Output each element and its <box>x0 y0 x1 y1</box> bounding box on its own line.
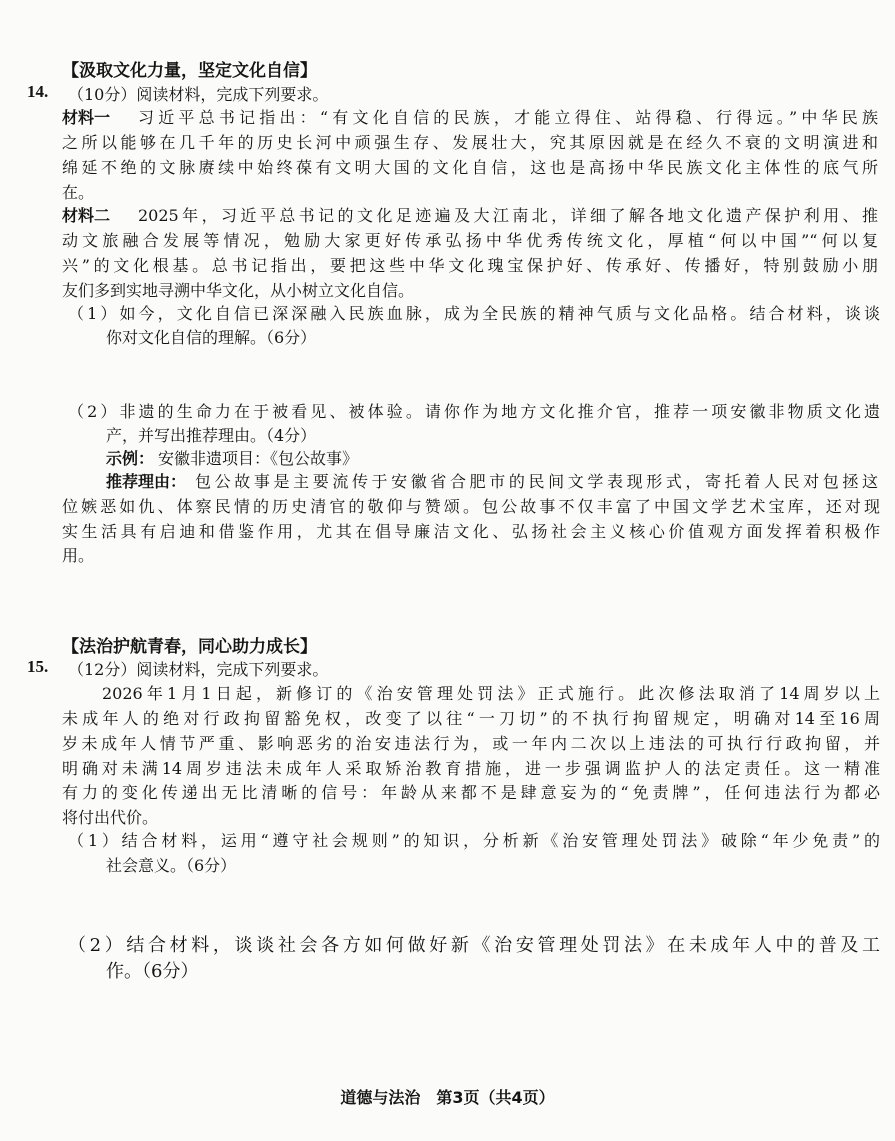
material-2-label: 材料二 <box>62 206 111 225</box>
example-text: 安徽非遗项目：《包公故事》 <box>158 449 359 468</box>
material-1-line: 习近平总书记指出：“有文化自信的民族，才能立得住、站得稳、行得远。”中华民族 <box>138 108 878 127</box>
q14-sub1-line: 你对文化自信的理解。（6分） <box>106 328 317 347</box>
q15-material-line: 有力的变化传递出无比清晰的信号：年龄从来都不是肆意妄为的“免责牌”，任何违法行为都必 <box>62 783 880 802</box>
question-number-15: 15. <box>27 657 49 676</box>
q15-sub1: （1）结合材料，运用“遵守社会规则”的知识，分析新《治安管理处罚法》破除“年少免责”的 <box>68 831 880 850</box>
question-number-14: 14. <box>27 82 49 101</box>
q15-material-line: 岁未成年人情节严重、影响恶劣的治安违法行为，或一年内二次以上违法的可执行行政拘留，并 <box>62 734 880 753</box>
material-1-line: 绵延不绝的文脉赓续中始终葆有文明大国的文化自信，这也是高扬中华民族文化主体性的底气所 <box>62 158 878 177</box>
material-2-line: 动文旅融合发展等情况，勉励大家更好传承弘扬中华优秀传统文化，厚植“何以中国”“何以复 <box>62 231 878 250</box>
q15-material-line: 未成年人的绝对行政拘留豁免权，改变了以往“一刀切”的不执行拘留规定，明确对14至16周 <box>62 709 880 728</box>
material-2-line: 友们多到实地寻溯中华文化，从小树立文化自信。 <box>62 281 415 300</box>
material-2-line: 兴”的文化根基。总书记指出，要把这些中华文化瑰宝保护好、传承好、传播好，特别鼓励小朋 <box>62 256 878 275</box>
reason-line: 实生活具有启迪和借鉴作用，尤其在倡导廉洁文化、弘扬社会主义核心价值观方面发挥着积极作 <box>62 522 880 541</box>
q15-material-line: 2026年1月1日起，新修订的《治安管理处罚法》正式施行。此次修法取消了14周岁以上 <box>102 684 880 703</box>
q15-material-line: 将付出代价。 <box>62 808 159 827</box>
q15-sub1-line: 社会意义。（6分） <box>106 856 237 875</box>
material-1-line: 之所以能够在几千年的历史长河中顽强生存、发展壮大，究其原因就是在经久不衰的文明演进和 <box>62 133 878 152</box>
reason-line: 位嫉恶如仇、体察民情的历史清官的敬仰与赞颂。包公故事不仅丰富了中国文学艺术宝库，还对现 <box>62 497 880 516</box>
reason-label: 推荐理由： <box>106 472 187 491</box>
reason-line: 包公故事是主要流传于安徽省合肥市的民间文学表现形式，寄托着人民对包拯这 <box>195 472 878 491</box>
q14-sub2-line: 产，并写出推荐理由。（4分） <box>106 426 317 445</box>
page-footer: 道德与法治 第3页（共4页） <box>340 1088 555 1107</box>
q15-sub2-line: 作。（6分） <box>106 961 199 982</box>
material-1-line: 在。 <box>62 183 95 202</box>
q15-material-line: 明确对未满14周岁违法未成年人采取矫治教育措施，进一步强调监护人的法定责任。这一精准 <box>62 759 880 778</box>
q15-sub2: （2）结合材料，谈谈社会各方如何做好新《治安管理处罚法》在未成年人中的普及工 <box>68 935 880 956</box>
reason-line: 用。 <box>62 546 95 565</box>
material-1-label: 材料一 <box>62 108 111 127</box>
section-title-culture: 【汲取文化力量，坚定文化自信】 <box>62 61 317 81</box>
section-title-law: 【法治护航青春，同心助力成长】 <box>62 637 317 657</box>
q14-sub1: （1）如今，文化自信已深深融入民族血脉，成为全民族的精神气质与文化品格。结合材料，谈谈 <box>68 304 880 323</box>
q14-intro: （10分）阅读材料，完成下列要求。 <box>68 85 329 104</box>
q15-intro: （12分）阅读材料，完成下列要求。 <box>68 660 329 679</box>
material-2-line: 2025年，习近平总书记的文化足迹遍及大江南北，详细了解各地文化遗产保护利用、推 <box>138 206 878 225</box>
q14-sub2: （2）非遗的生命力在于被看见、被体验。请你作为地方文化推介官，推荐一项安徽非物质文化遗 <box>68 402 880 421</box>
example-label: 示例： <box>106 449 155 468</box>
